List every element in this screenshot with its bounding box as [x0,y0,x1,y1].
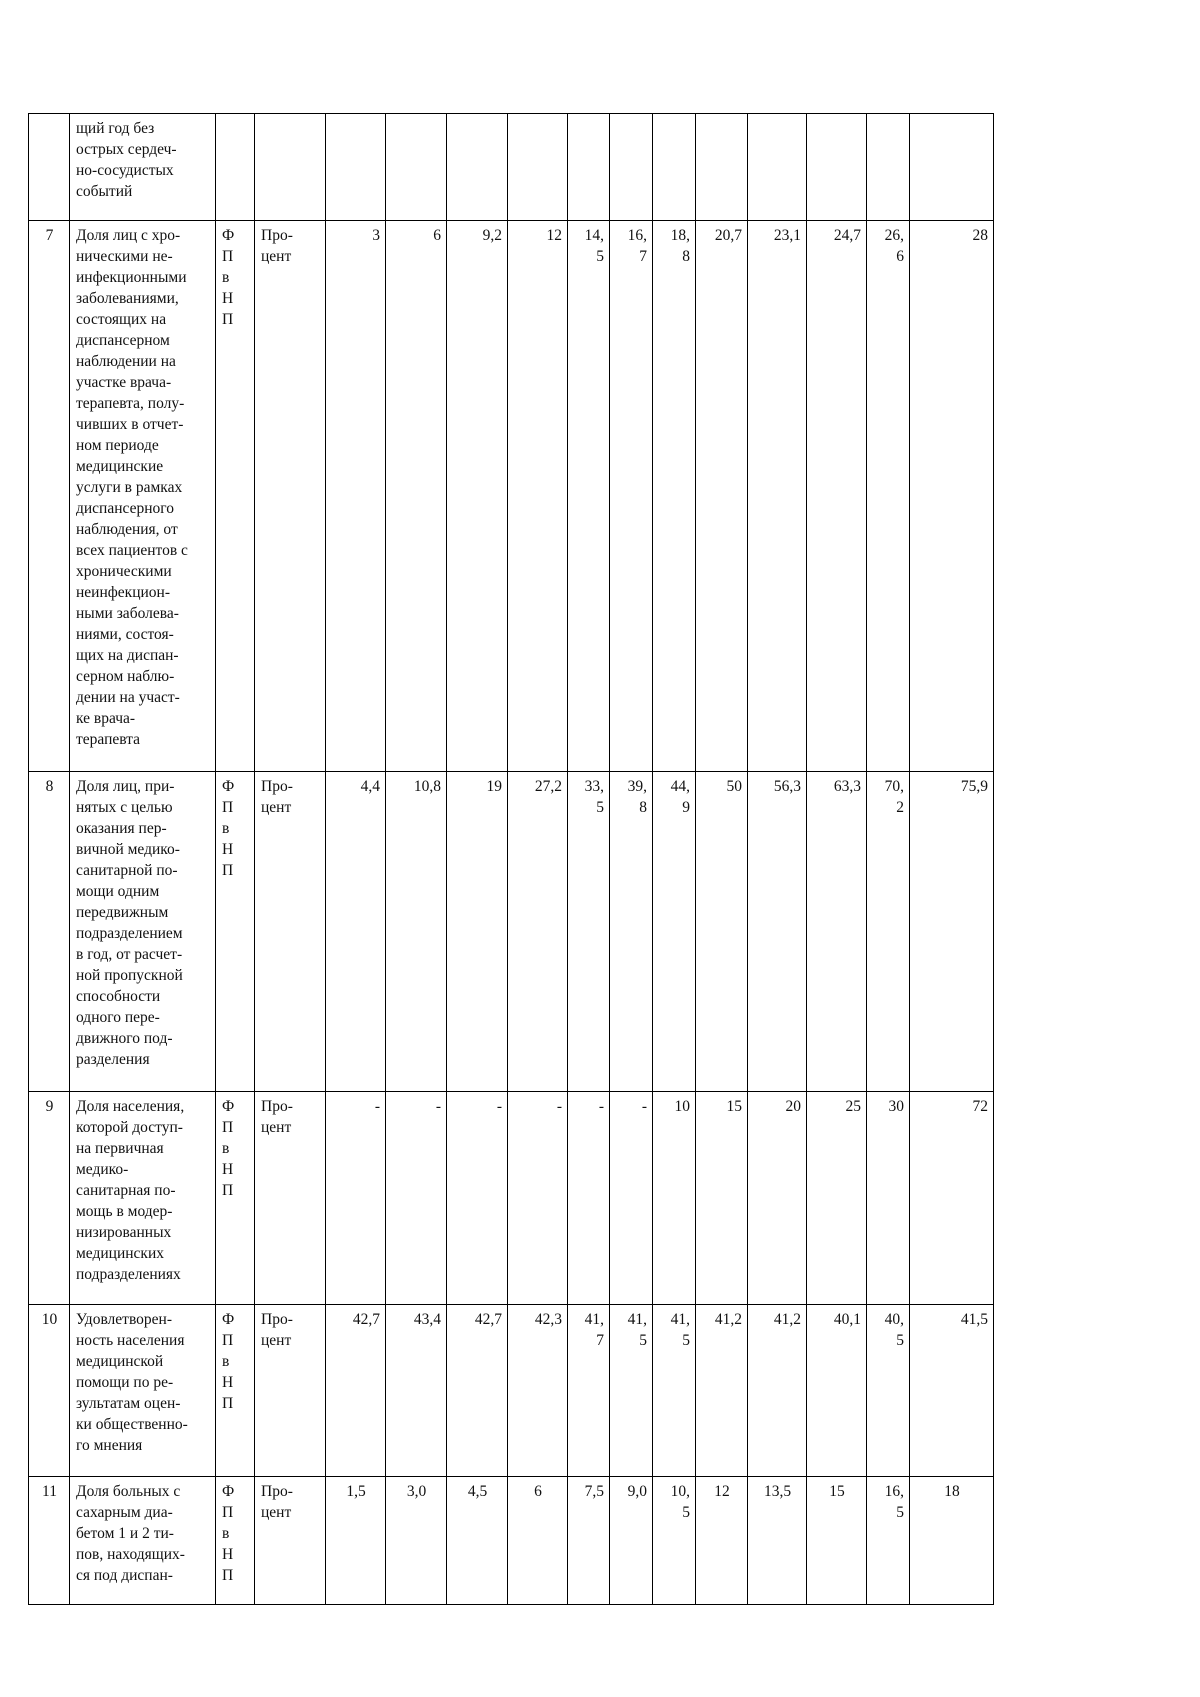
indicator-table [28,113,994,1605]
value-cell: - [386,1092,447,1305]
value-cell: 7,5 [568,1477,610,1605]
value-cell: 41, 5 [610,1305,653,1477]
indicator-name-cell: Удовлетворен- ность населения медицинской помощи по ре- зультатам оцен- ки общественно- го мнения [70,1305,216,1477]
value-cell: 3,0 [386,1477,447,1605]
value-cell: 1,5 [326,1477,386,1605]
row-number-cell: 7 [29,221,70,772]
value-cell: 23,1 [748,221,807,772]
value-cell: 40, 5 [867,1305,910,1477]
value-cell: 10 [653,1092,696,1305]
value-cell [748,114,807,221]
unit-cell: Про- цент [255,1092,326,1305]
value-cell: 18, 8 [653,221,696,772]
value-cell: 72 [910,1092,994,1305]
value-cell: 9,2 [447,221,508,772]
source-cell: Ф П в Н П [216,1305,255,1477]
value-cell: 15 [807,1477,867,1605]
value-cell: - [568,1092,610,1305]
value-cell [508,114,568,221]
value-cell: 12 [696,1477,748,1605]
unit-cell: Про- цент [255,221,326,772]
value-cell: 56,3 [748,772,807,1092]
value-cell: 24,7 [807,221,867,772]
value-cell: 28 [910,221,994,772]
source-cell: Ф П в Н П [216,221,255,772]
unit-cell: Про- цент [255,1305,326,1477]
value-cell [867,114,910,221]
value-cell: 75,9 [910,772,994,1092]
value-cell: 26, 6 [867,221,910,772]
value-cell: 16, 7 [610,221,653,772]
value-cell: 12 [508,221,568,772]
table-row [29,1092,994,1305]
value-cell: 4,4 [326,772,386,1092]
indicator-name-cell: Доля лиц с хро- ническими не- инфекционными заболеваниями, состоящих на диспансерном наблюдении на участке врача- терапевта, полу- чивших в отчет- ном периоде медицинские услуги в рамках диспансерного наблюдения, от всех пациентов с хроническими неинфекцион- ными заболева- ниями, состоя- щих на диспан- серном наблю- дении на участ- ке врача- терапевта [70,221,216,772]
value-cell [653,114,696,221]
value-cell: 16, 5 [867,1477,910,1605]
unit-cell [255,114,326,221]
value-cell: 20 [748,1092,807,1305]
value-cell: 43,4 [386,1305,447,1477]
value-cell: 15 [696,1092,748,1305]
source-cell: Ф П в Н П [216,772,255,1092]
value-cell: 10, 5 [653,1477,696,1605]
table-row [29,1305,994,1477]
table-row [29,114,994,221]
value-cell: 41,5 [910,1305,994,1477]
value-cell: 41, 5 [653,1305,696,1477]
value-cell [807,114,867,221]
value-cell: 9,0 [610,1477,653,1605]
value-cell: 6 [508,1477,568,1605]
value-cell: 40,1 [807,1305,867,1477]
value-cell: 50 [696,772,748,1092]
table-row [29,772,994,1092]
value-cell [696,114,748,221]
indicator-name-cell: Доля лиц, при- нятых с целью оказания пер- вичной медико- санитарной по- мощи одним передвижным подразделением в год, от расчет- ной пропускной способности одного пере- движного под- разделения [70,772,216,1092]
value-cell [910,114,994,221]
value-cell: 6 [386,221,447,772]
value-cell: 41,2 [696,1305,748,1477]
unit-cell: Про- цент [255,772,326,1092]
row-number-cell [29,114,70,221]
value-cell: 14, 5 [568,221,610,772]
value-cell: 42,7 [326,1305,386,1477]
indicator-name-cell: Доля больных с сахарным диа- бетом 1 и 2 ти- пов, находящих- ся под диспан- [70,1477,216,1605]
value-cell: 70, 2 [867,772,910,1092]
value-cell: - [326,1092,386,1305]
value-cell: 42,3 [508,1305,568,1477]
value-cell [447,114,508,221]
row-number-cell: 8 [29,772,70,1092]
value-cell: - [508,1092,568,1305]
unit-cell: Про- цент [255,1477,326,1605]
value-cell: 30 [867,1092,910,1305]
value-cell [326,114,386,221]
value-cell: 63,3 [807,772,867,1092]
value-cell: 13,5 [748,1477,807,1605]
value-cell: 33, 5 [568,772,610,1092]
value-cell: 41,2 [748,1305,807,1477]
value-cell: 19 [447,772,508,1092]
value-cell: 20,7 [696,221,748,772]
source-cell: Ф П в Н П [216,1477,255,1605]
value-cell: 18 [910,1477,994,1605]
value-cell: 3 [326,221,386,772]
value-cell: - [447,1092,508,1305]
row-number-cell: 9 [29,1092,70,1305]
value-cell: 41, 7 [568,1305,610,1477]
source-cell: Ф П в Н П [216,1092,255,1305]
indicator-name-cell: Доля населения, которой доступ- на первичная медико- санитарная по- мощь в модер- низированных медицинских подразделениях [70,1092,216,1305]
value-cell: - [610,1092,653,1305]
table-row [29,221,994,772]
table-row [29,1477,994,1605]
value-cell [568,114,610,221]
value-cell: 44, 9 [653,772,696,1092]
value-cell: 4,5 [447,1477,508,1605]
row-number-cell: 11 [29,1477,70,1605]
value-cell: 27,2 [508,772,568,1092]
value-cell: 25 [807,1092,867,1305]
value-cell: 42,7 [447,1305,508,1477]
value-cell: 39, 8 [610,772,653,1092]
value-cell [386,114,447,221]
table-body [29,114,994,1605]
value-cell [610,114,653,221]
value-cell: 10,8 [386,772,447,1092]
indicator-name-cell: щий год без острых сердеч- но-сосудистых событий [70,114,216,221]
row-number-cell: 10 [29,1305,70,1477]
source-cell [216,114,255,221]
